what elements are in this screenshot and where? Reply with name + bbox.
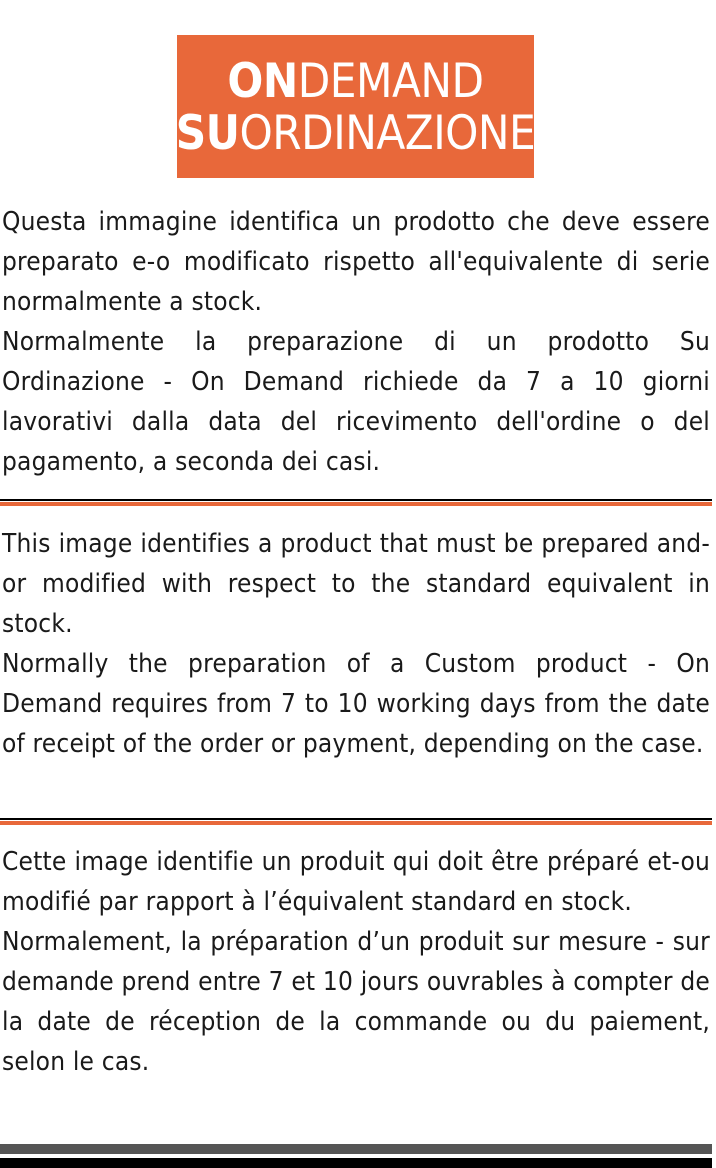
footer-divider-gray: [0, 1144, 712, 1154]
english-paragraph-2: Normally the preparation of a Custom product - On Demand requires from 7 to 10 working days from the date of receipt of the order or payment, depending on the case.: [2, 649, 710, 759]
logo-text-su: SU: [175, 105, 240, 161]
logo-line-suordinazione: [175, 105, 536, 161]
section-divider-1: [0, 499, 712, 506]
footer-divider-black: [0, 1158, 712, 1168]
logo-text-on: ON: [227, 53, 298, 109]
french-paragraph-2: Normalement, la préparation d’un produit sur mesure - sur demande prend entre 7 et 10 jours ouvrables à compter de la date de réception de la commande ou du paiement, selon le cas.: [2, 927, 710, 1077]
logo-text-demand: DEMAND: [297, 53, 484, 109]
italian-paragraph-2: Normalmente la preparazione di un prodotto Su Ordinazione - On Demand richiede da 7 a 10 giorni lavorativi dalla data del ricevimento dell'ordine o del pagamento, a seconda dei casi.: [2, 327, 710, 477]
english-paragraph-1: This image identifies a product that must be prepared and-or modified with respect to the standard equivalent in stock.: [2, 529, 710, 639]
logo-text-ordinazione: ORDINAZIONE: [239, 105, 536, 161]
english-section: [2, 524, 710, 764]
on-demand-logo: [177, 35, 534, 178]
section-divider-2: [0, 818, 712, 825]
french-paragraph-1: Cette image identifie un produit qui doit être préparé et-ou modifié par rapport à l’équivalent standard en stock.: [2, 847, 710, 917]
italian-paragraph-1: Questa immagine identifica un prodotto che deve essere preparato e-o modificato rispetto all'equivalente di serie normalmente a stock.: [2, 207, 710, 317]
logo-line-ondemand: [227, 53, 484, 109]
italian-section: [2, 202, 710, 482]
french-section: [2, 842, 710, 1082]
